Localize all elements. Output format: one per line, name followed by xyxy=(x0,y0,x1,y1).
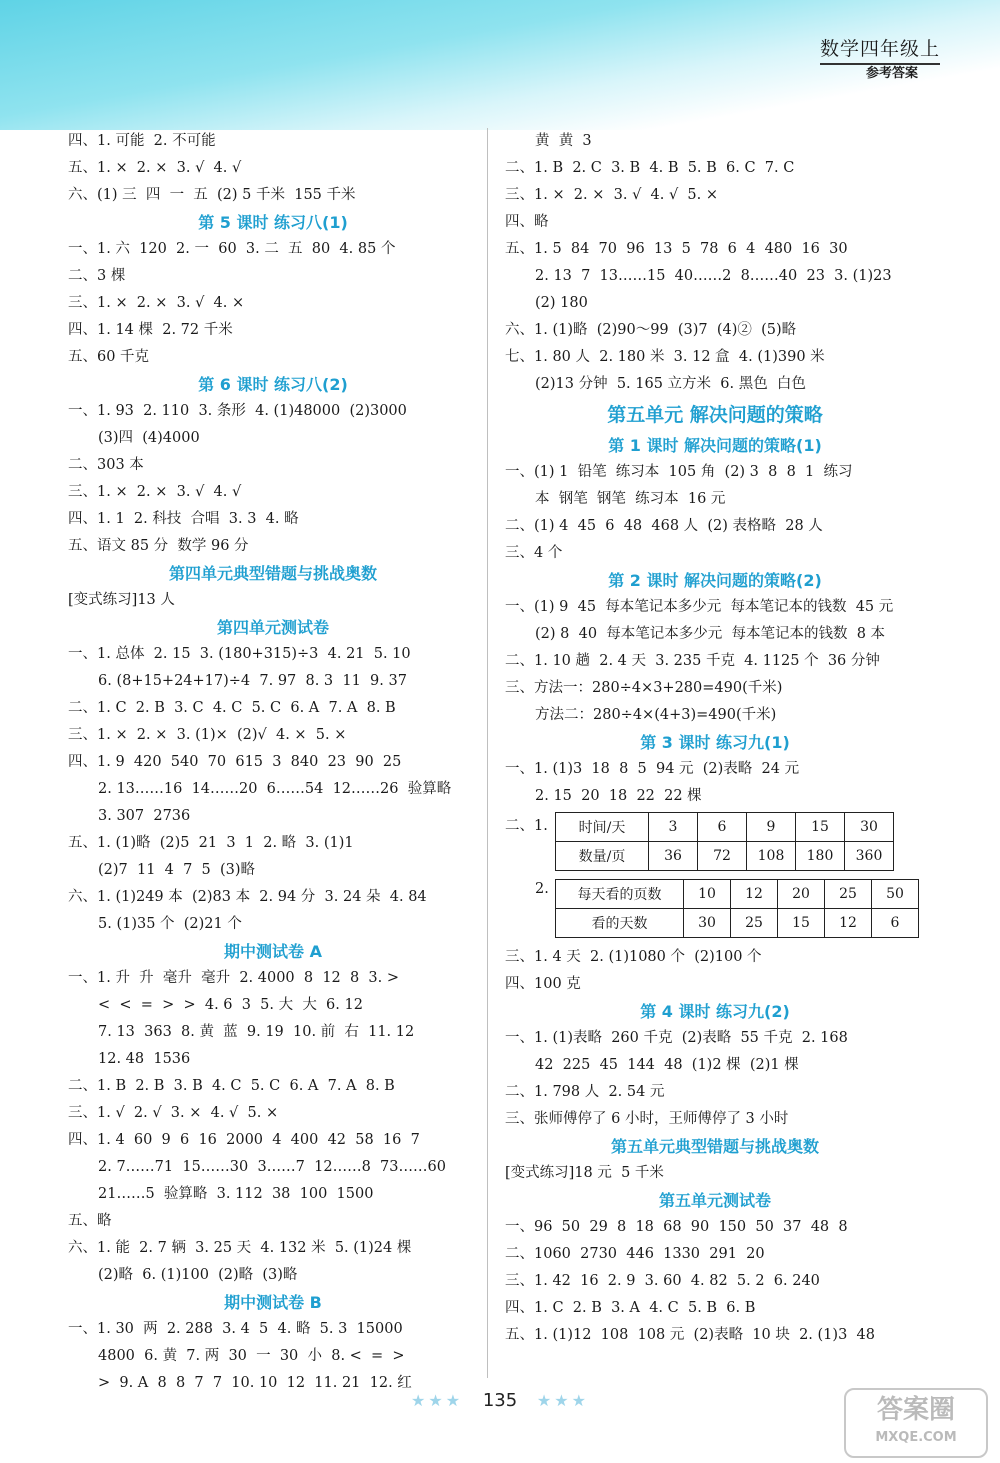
answer-line: 三、1. × 2. × 3. √ 4. √ 5. × xyxy=(505,187,719,203)
answer-line-continued: (2)13 分钟 5. 165 立方米 6. 黑色 白色 xyxy=(535,376,806,392)
answer-line: 五、略 xyxy=(68,1213,112,1229)
answer-line: 一、96 50 29 8 18 68 90 150 50 37 48 8 xyxy=(505,1219,848,1235)
answer-line-continued: 2. 15 20 18 22 22 棵 xyxy=(535,788,702,804)
answer-line: 一、1. 93 2. 110 3. 条形 4. (1)48000 (2)3000 xyxy=(68,403,407,419)
section-heading: 第五单元测试卷 xyxy=(658,1191,771,1210)
table-cell: 36 xyxy=(649,842,698,871)
answer-line: 五、1. 5 84 70 96 13 5 78 6 4 480 16 30 xyxy=(505,241,848,257)
table-row xyxy=(556,842,894,871)
answer-line: 二、303 本 xyxy=(68,457,144,473)
table-cell: 10 xyxy=(684,880,731,909)
unit-heading: 第五单元 解决问题的策略 xyxy=(607,404,823,426)
answer-line: 四、1. 14 棵 2. 72 千米 xyxy=(68,322,233,338)
answer-line: 一、1. 30 两 2. 288 3. 4 5 4. 略 5. 3 15000 xyxy=(68,1321,403,1337)
table-cell: 12 xyxy=(731,880,778,909)
table-cell: 15 xyxy=(778,909,825,938)
row-header-cell: 数量/页 xyxy=(556,842,649,871)
answer-line: 四、1. 1 2. 科技 合唱 3. 3 4. 略 xyxy=(68,511,299,527)
row-header-cell: 时间/天 xyxy=(556,813,649,842)
answer-line: 五、语文 85 分 数学 96 分 xyxy=(68,538,249,554)
answer-line: 四、1. 9 420 540 70 615 3 840 23 90 25 xyxy=(68,754,402,770)
table-cell: 12 xyxy=(825,909,872,938)
answer-line-continued: 12. 48 1536 xyxy=(98,1051,191,1067)
answer-line: 二、1. 798 人 2. 54 元 xyxy=(505,1084,665,1100)
answer-line: 四、略 xyxy=(505,214,549,230)
table-cell: 6 xyxy=(872,909,919,938)
watermark-logo xyxy=(844,1388,988,1458)
table1-block xyxy=(505,812,925,871)
section-heading: 期中测试卷 A xyxy=(224,942,322,961)
answer-line: 一、1. 总体 2. 15 3. (180+315)÷3 4. 21 5. 10 xyxy=(68,646,411,662)
answer-line: 二、1. C 2. B 3. C 4. C 5. C 6. A 7. A 8. B xyxy=(68,700,396,716)
answer-line-continued: < < = > > 4. 6 3 5. 大 大 6. 12 xyxy=(98,997,363,1013)
answer-line-continued: (2)略 6. (1)100 (2)略 (3)略 xyxy=(98,1267,298,1283)
table-cell: 15 xyxy=(796,813,845,842)
section-heading: 第 6 课时 练习八(2) xyxy=(198,375,348,394)
section-heading: 第五单元典型错题与挑战奥数 xyxy=(610,1137,819,1156)
answer-line: 七、1. 80 人 2. 180 米 3. 12 盒 4. (1)390 米 xyxy=(505,349,825,365)
answer-line: 四、1. C 2. B 3. A 4. C 5. B 6. B xyxy=(505,1300,756,1316)
answer-line: 三、1. × 2. × 3. √ 4. × xyxy=(68,295,245,311)
answer-line: 五、60 千克 xyxy=(68,349,150,365)
table2-block xyxy=(505,879,925,938)
answer-line: 五、1. (1)略 (2)5 21 3 1 2. 略 3. (1)1 xyxy=(68,835,354,851)
answer-line: 六、1. (1)249 本 (2)83 本 2. 94 分 3. 24 朵 4. 84 xyxy=(68,889,427,905)
answer-line-continued: (2)7 11 4 7 5 (3)略 xyxy=(98,862,256,878)
answer-line: 一、1. (1)3 18 8 5 94 元 (2)表略 24 元 xyxy=(505,761,800,777)
section-heading: 期中测试卷 B xyxy=(224,1293,322,1312)
answer-line: 三、1. 42 16 2. 9 3. 60 4. 82 5. 2 6. 240 xyxy=(505,1273,820,1289)
answer-line-continued: 21……5 验算略 3. 112 38 100 1500 xyxy=(98,1186,374,1202)
answer-line-continued: > 9. A 8 8 7 7 10. 10 12 11. 21 12. 红 xyxy=(98,1375,412,1391)
pages-per-day-table xyxy=(555,812,894,871)
answer-line-continued: 3. 307 2736 xyxy=(98,808,191,824)
answer-line-continued: 4800 6. 黄 7. 两 30 一 30 小 8. < = > xyxy=(98,1348,405,1364)
section-heading: 第 1 课时 解决问题的策略(1) xyxy=(608,436,822,455)
table-cell: 20 xyxy=(778,880,825,909)
reading-days-table xyxy=(555,879,919,938)
table-cell: 6 xyxy=(698,813,747,842)
row-header-cell: 看的天数 xyxy=(556,909,684,938)
answer-line: 六、1. (1)略 (2)90～99 (3)7 (4)② (5)略 xyxy=(505,322,797,338)
answer-line-continued: (3)四 (4)4000 xyxy=(98,430,200,446)
answer-line-continued: 黄 黄 3 xyxy=(535,133,592,149)
section-heading: 第 3 课时 练习九(1) xyxy=(640,733,790,752)
answer-line: 三、4 个 xyxy=(505,545,563,561)
watermark-text: 答案圈 xyxy=(876,1395,955,1425)
answer-line-continued: 2. 7……71 15……30 3……7 12……8 73……60 xyxy=(98,1159,446,1175)
answer-line: 三、张师傅停了 6 小时，王师傅停了 3 小时 xyxy=(505,1111,789,1127)
answer-line: 六、(1) 三 四 一 五 (2) 5 千米 155 千米 xyxy=(68,187,356,203)
answer-line: 五、1. (1)12 108 108 元 (2)表略 10 块 2. (1)3 48 xyxy=(505,1327,875,1343)
answer-line-continued: (2) 8 40 每本笔记本多少元 每本笔记本的钱数 8 本 xyxy=(535,626,886,642)
table-cell: 30 xyxy=(684,909,731,938)
answer-line: 一、1. (1)表略 260 千克 (2)表略 55 千克 2. 168 xyxy=(505,1030,848,1046)
star-decoration-left: ★★★ xyxy=(411,1391,464,1410)
answer-line: 三、方法一：280÷4×3+280=490(千米) xyxy=(505,680,783,696)
answer-line: 二、1. B 2. C 3. B 4. B 5. B 6. C 7. C xyxy=(505,160,795,176)
answer-line: 四、100 克 xyxy=(505,976,581,992)
table1-label: 二、1. xyxy=(505,818,548,834)
table-row xyxy=(556,880,919,909)
answer-line: 四、1. 4 60 9 6 16 2000 4 400 42 58 16 7 xyxy=(68,1132,420,1148)
left-column xyxy=(68,128,478,1397)
section-heading: 第 2 课时 解决问题的策略(2) xyxy=(608,571,822,590)
header-banner xyxy=(0,0,1000,130)
section-heading: 第 5 课时 练习八(1) xyxy=(198,213,348,232)
row-header-cell: 每天看的页数 xyxy=(556,880,684,909)
answer-line: 一、(1) 9 45 每本笔记本多少元 每本笔记本的钱数 45 元 xyxy=(505,599,894,615)
answer-line: 二、(1) 4 45 6 48 468 人 (2) 表格略 28 人 xyxy=(505,518,823,534)
answer-line: 三、1. × 2. × 3. (1)× (2)√ 4. × 5. × xyxy=(68,727,347,743)
table-cell: 72 xyxy=(698,842,747,871)
right-bottom-block xyxy=(505,944,925,1349)
table-cell: 3 xyxy=(649,813,698,842)
answer-line: 二、1. 10 趟 2. 4 天 3. 235 千克 4. 1125 个 36 分钟 xyxy=(505,653,880,669)
section-heading: 第四单元典型错题与挑战奥数 xyxy=(168,564,377,583)
section-subtitle: 参考答案 xyxy=(865,66,918,81)
table2-label: 2. xyxy=(535,881,549,897)
column-divider xyxy=(487,128,488,1378)
answer-line: [变式练习]13 人 xyxy=(68,592,175,608)
table-row xyxy=(556,813,894,842)
table-row xyxy=(556,909,919,938)
answer-line: 一、1. 升 升 毫升 毫升 2. 4000 8 12 8 3. > xyxy=(68,970,400,986)
answer-line-continued: (2) 180 xyxy=(535,295,588,311)
answer-line: 一、1. 六 120 2. 一 60 3. 二 五 80 4. 85 个 xyxy=(68,241,396,257)
star-decoration-right: ★★★ xyxy=(536,1391,589,1410)
answer-line: 二、3 棵 xyxy=(68,268,126,284)
answer-line-continued: 7. 13 363 8. 黄 蓝 9. 19 10. 前 右 11. 12 xyxy=(98,1024,415,1040)
book-title: 数学四年级上 xyxy=(820,34,940,65)
answer-line: 二、1. B 2. B 3. B 4. C 5. C 6. A 7. A 8. B xyxy=(68,1078,395,1094)
table-cell: 25 xyxy=(731,909,778,938)
table-cell: 30 xyxy=(845,813,894,842)
right-column xyxy=(505,128,925,1349)
answer-line-continued: 2. 13 7 13……15 40……2 8……40 23 3. (1)23 xyxy=(535,268,892,284)
answer-line-continued: 42 225 45 144 48 (1)2 棵 (2)1 棵 xyxy=(535,1057,799,1073)
answer-line: 三、1. × 2. × 3. √ 4. √ xyxy=(68,484,242,500)
answer-line: 二、1060 2730 446 1330 291 20 xyxy=(505,1246,765,1262)
answer-line: 六、1. 能 2. 7 辆 3. 25 天 4. 132 米 5. (1)24 棵 xyxy=(68,1240,412,1256)
answer-line: 三、1. √ 2. √ 3. × 4. √ 5. × xyxy=(68,1105,279,1121)
table-cell: 180 xyxy=(796,842,845,871)
table-cell: 9 xyxy=(747,813,796,842)
right-top-block xyxy=(505,128,925,810)
answer-line-continued: 2. 13……16 14……20 6……54 12……26 验算略 xyxy=(98,781,452,797)
answer-line-continued: 方法二：280÷4×(4+3)=490(千米) xyxy=(535,707,777,723)
answer-line-continued: 6. (8+15+24+17)÷4 7. 97 8. 3 11 9. 37 xyxy=(98,673,407,689)
table-cell: 360 xyxy=(845,842,894,871)
answer-line: 一、(1) 1 铅笔 练习本 105 角 (2) 3 8 8 1 练习 xyxy=(505,464,853,480)
answer-line-continued: 本 钢笔 钢笔 练习本 16 元 xyxy=(535,491,726,507)
page-number: 135 xyxy=(482,1390,518,1411)
answer-line-continued: 5. (1)35 个 (2)21 个 xyxy=(98,916,242,932)
answer-line: 四、1. 可能 2. 不可能 xyxy=(68,133,216,149)
section-heading: 第 4 课时 练习九(2) xyxy=(640,1002,790,1021)
answer-line: [变式练习]18 元 5 千米 xyxy=(505,1165,664,1181)
table-cell: 25 xyxy=(825,880,872,909)
answer-line: 三、1. 4 天 2. (1)1080 个 (2)100 个 xyxy=(505,949,762,965)
table-cell: 108 xyxy=(747,842,796,871)
section-heading: 第四单元测试卷 xyxy=(216,618,329,637)
watermark-url: MXQE.COM xyxy=(875,1430,957,1445)
table-cell: 50 xyxy=(872,880,919,909)
answer-line: 五、1. × 2. × 3. √ 4. √ xyxy=(68,160,242,176)
